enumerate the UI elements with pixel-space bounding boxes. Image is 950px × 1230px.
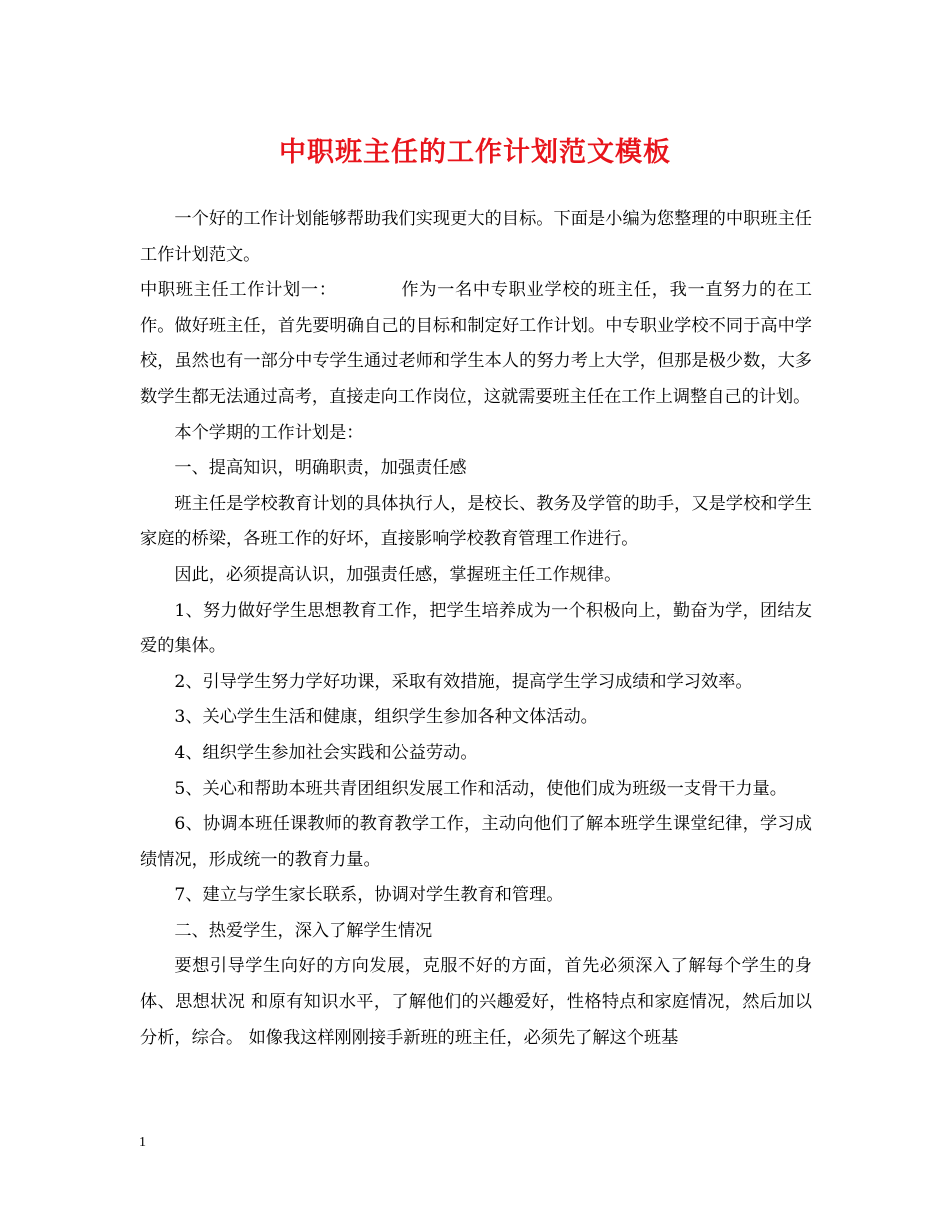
section-two-body: 要想引导学生向好的方向发展，克服不好的方面，首先必须深入了解每个学生的身体、思想状况 和原有知识水平，了解他们的兴趣爱好，性格特点和家庭情况，然后加以分析，综合。 如像我这样刚刚接手新班的班主任，必须先了解这个班基 — [140, 956, 812, 1048]
list-item: 6、协调本班任课教师的教育教学工作，主动向他们了解本班学生课堂纪律，学习成绩情况，形成统一的教育力量。 — [140, 814, 812, 870]
semester-plan-paragraph: 本个学期的工作计划是： — [174, 422, 364, 443]
list-item: 4、组织学生参加社会实践和公益劳动。 — [174, 742, 478, 763]
section-one-body: 班主任是学校教育计划的具体执行人，是校长、教务及学管的助手，又是学校和学生家庭的桥梁，各班工作的好坏，直接影响学校教育管理工作进行。 — [140, 493, 812, 550]
plan-paragraph — [140, 273, 812, 415]
list-item: 1、努力做好学生思想教育工作，把学生培养成为一个积极向上，勤奋为学，团结友爱的集体。 — [140, 600, 812, 657]
document-title: 中职班主任的工作计划范文模板 — [279, 137, 671, 168]
intro-paragraph: 一个好的工作计划能够帮助我们实现更大的目标。下面是小编为您整理的中职班主任工作计划范文。 — [140, 209, 812, 265]
section-one-therefore: 因此，必须提高认识，加强责任感，掌握班主任工作规律。 — [174, 564, 622, 585]
list-item: 5、关心和帮助本班共青团组织发展工作和活动，使他们成为班级一支骨干力量。 — [174, 778, 787, 799]
list-item: 7、建立与学生家长联系，协调对学生教育和管理。 — [174, 885, 564, 906]
section-two-heading: 二、热爱学生，深入了解学生情况 — [174, 920, 433, 941]
list-item: 2、引导学生努力学好功课，采取有效措施，提高学生学习成绩和学习效率。 — [174, 671, 753, 692]
plan-heading: 中职班主任工作计划一： — [140, 280, 337, 301]
document-body — [140, 202, 812, 1056]
section-one-heading: 一、提高知识，明确职责，加强责任感 — [174, 458, 467, 479]
page-number: 1 — [139, 1135, 146, 1150]
list-item: 3、关心学生生活和健康，组织学生参加各种文体活动。 — [174, 707, 598, 728]
plan-intro-text: 作为一名中专职业学校的班主任，我一直努力的在工作。做好班主任，首先要明确自己的目标和制定好工作计划。中专职业学校不同于高中学校，虽然也有一部分中专学生通过老师和学生本人的努力考上大学，但那是极少数，大多数学生都无法通过高考，直接走向工作岗位，这就需要班主任在工作上调整自己的计划。 — [140, 280, 812, 407]
